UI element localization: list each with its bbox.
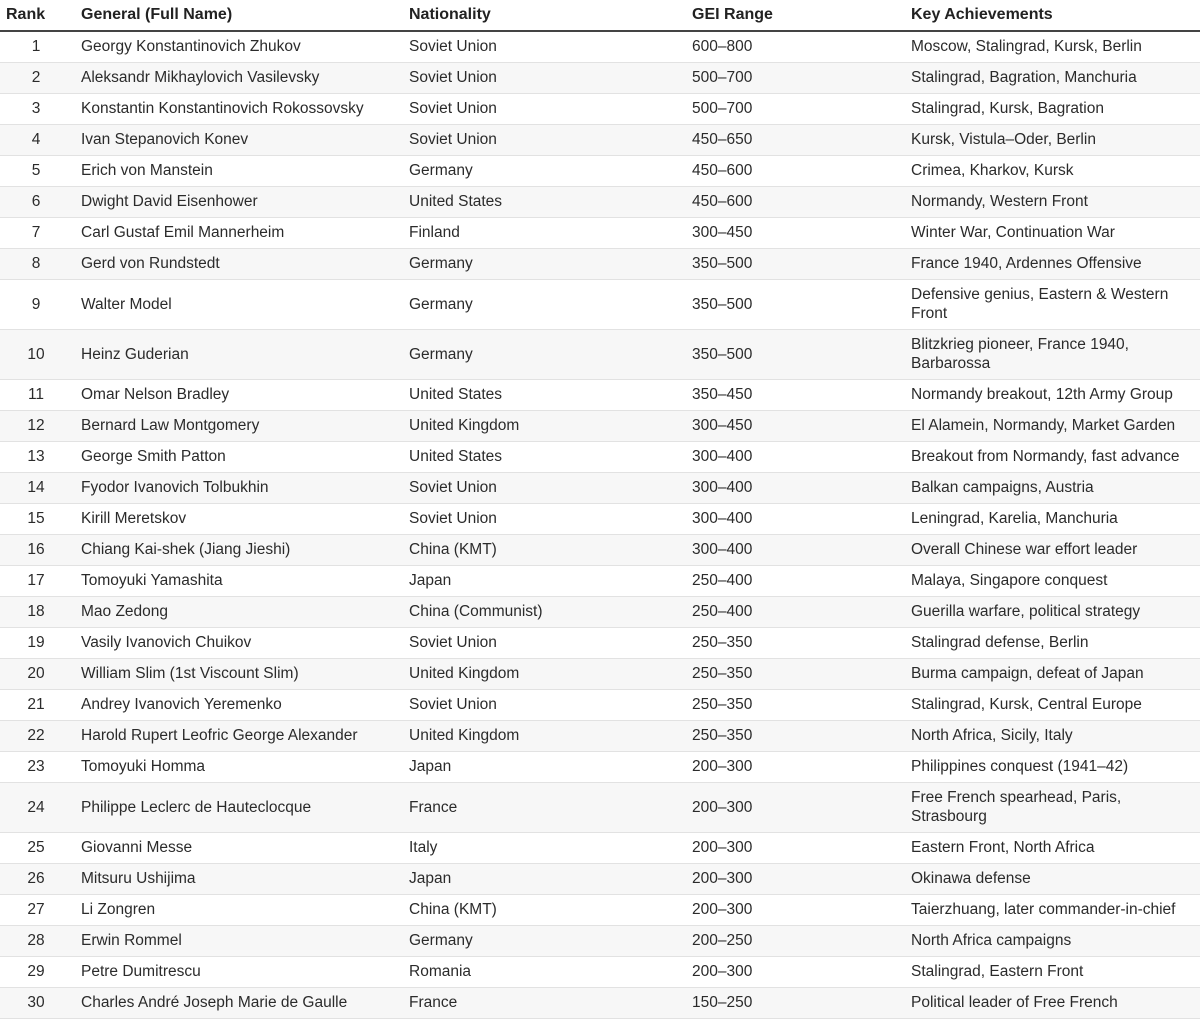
cell-rank: 18 (0, 596, 68, 627)
cell-rank: 26 (0, 863, 68, 894)
cell-nationality: Soviet Union (396, 62, 679, 93)
cell-gei-range: 250–350 (679, 658, 898, 689)
cell-key-achievements: Burma campaign, defeat of Japan (898, 658, 1200, 689)
cell-general: Georgy Konstantinovich Zhukov (68, 31, 396, 62)
cell-nationality: Soviet Union (396, 124, 679, 155)
cell-key-achievements: Stalingrad defense, Berlin (898, 627, 1200, 658)
cell-rank: 4 (0, 124, 68, 155)
cell-nationality: France (396, 987, 679, 1018)
cell-gei-range: 150–250 (679, 987, 898, 1018)
cell-general: Andrey Ivanovich Yeremenko (68, 689, 396, 720)
cell-general: Petre Dumitrescu (68, 956, 396, 987)
cell-general: Heinz Guderian (68, 329, 396, 379)
cell-key-achievements: Taierzhuang, later commander-in-chief (898, 894, 1200, 925)
table-row (0, 472, 1200, 503)
cell-gei-range: 350–500 (679, 279, 898, 329)
cell-gei-range: 350–500 (679, 329, 898, 379)
cell-key-achievements: Okinawa defense (898, 863, 1200, 894)
cell-nationality: Finland (396, 217, 679, 248)
cell-gei-range: 350–450 (679, 379, 898, 410)
cell-gei-range: 200–300 (679, 751, 898, 782)
cell-general: Aleksandr Mikhaylovich Vasilevsky (68, 62, 396, 93)
cell-nationality: China (KMT) (396, 894, 679, 925)
cell-general: Konstantin Konstantinovich Rokossovsky (68, 93, 396, 124)
cell-nationality: China (KMT) (396, 534, 679, 565)
header-row (0, 0, 1200, 31)
cell-nationality: Italy (396, 832, 679, 863)
cell-general: Vasily Ivanovich Chuikov (68, 627, 396, 658)
cell-key-achievements: Breakout from Normandy, fast advance (898, 441, 1200, 472)
cell-rank: 17 (0, 565, 68, 596)
cell-rank: 19 (0, 627, 68, 658)
table-row (0, 925, 1200, 956)
cell-key-achievements: North Africa campaigns (898, 925, 1200, 956)
cell-nationality: United Kingdom (396, 720, 679, 751)
cell-nationality: United States (396, 379, 679, 410)
cell-rank: 25 (0, 832, 68, 863)
cell-rank: 22 (0, 720, 68, 751)
table-row (0, 124, 1200, 155)
cell-rank: 20 (0, 658, 68, 689)
cell-gei-range: 250–350 (679, 720, 898, 751)
table-row (0, 93, 1200, 124)
cell-rank: 6 (0, 186, 68, 217)
cell-key-achievements: North Africa, Sicily, Italy (898, 720, 1200, 751)
cell-gei-range: 300–450 (679, 217, 898, 248)
cell-key-achievements: Blitzkrieg pioneer, France 1940, Barbarossa (898, 329, 1200, 379)
cell-nationality: Soviet Union (396, 503, 679, 534)
cell-general: Walter Model (68, 279, 396, 329)
cell-key-achievements: Stalingrad, Kursk, Bagration (898, 93, 1200, 124)
cell-gei-range: 500–700 (679, 62, 898, 93)
cell-nationality: Germany (396, 329, 679, 379)
table-row (0, 534, 1200, 565)
table-row (0, 279, 1200, 329)
cell-key-achievements: Political leader of Free French (898, 987, 1200, 1018)
table-row (0, 956, 1200, 987)
cell-key-achievements: Winter War, Continuation War (898, 217, 1200, 248)
cell-gei-range: 200–300 (679, 863, 898, 894)
cell-rank: 24 (0, 782, 68, 832)
cell-gei-range: 200–300 (679, 956, 898, 987)
cell-nationality: Germany (396, 155, 679, 186)
table-row (0, 410, 1200, 441)
cell-key-achievements: France 1940, Ardennes Offensive (898, 248, 1200, 279)
cell-key-achievements: Guerilla warfare, political strategy (898, 596, 1200, 627)
cell-rank: 9 (0, 279, 68, 329)
cell-nationality: United States (396, 441, 679, 472)
cell-nationality: Romania (396, 956, 679, 987)
cell-general: Philippe Leclerc de Hauteclocque (68, 782, 396, 832)
cell-gei-range: 300–450 (679, 410, 898, 441)
table-row (0, 689, 1200, 720)
cell-gei-range: 450–600 (679, 186, 898, 217)
cell-rank: 5 (0, 155, 68, 186)
cell-gei-range: 300–400 (679, 472, 898, 503)
table-body (0, 31, 1200, 1018)
cell-gei-range: 200–300 (679, 832, 898, 863)
cell-gei-range: 450–600 (679, 155, 898, 186)
cell-key-achievements: Stalingrad, Eastern Front (898, 956, 1200, 987)
cell-rank: 12 (0, 410, 68, 441)
cell-nationality: Japan (396, 751, 679, 782)
cell-key-achievements: Balkan campaigns, Austria (898, 472, 1200, 503)
cell-rank: 2 (0, 62, 68, 93)
column-header-rank: Rank (0, 0, 68, 31)
cell-key-achievements: Kursk, Vistula–Oder, Berlin (898, 124, 1200, 155)
cell-key-achievements: Leningrad, Karelia, Manchuria (898, 503, 1200, 534)
cell-key-achievements: El Alamein, Normandy, Market Garden (898, 410, 1200, 441)
cell-general: Li Zongren (68, 894, 396, 925)
cell-general: William Slim (1st Viscount Slim) (68, 658, 396, 689)
cell-general: Erich von Manstein (68, 155, 396, 186)
cell-general: Bernard Law Montgomery (68, 410, 396, 441)
table-row (0, 832, 1200, 863)
table-row (0, 329, 1200, 379)
cell-key-achievements: Defensive genius, Eastern & Western Front (898, 279, 1200, 329)
table-row (0, 155, 1200, 186)
cell-general: Harold Rupert Leofric George Alexander (68, 720, 396, 751)
cell-gei-range: 500–700 (679, 93, 898, 124)
cell-rank: 29 (0, 956, 68, 987)
cell-gei-range: 250–400 (679, 596, 898, 627)
table-row (0, 751, 1200, 782)
cell-general: Fyodor Ivanovich Tolbukhin (68, 472, 396, 503)
table-header (0, 0, 1200, 31)
cell-general: George Smith Patton (68, 441, 396, 472)
cell-rank: 10 (0, 329, 68, 379)
cell-general: Chiang Kai-shek (Jiang Jieshi) (68, 534, 396, 565)
cell-general: Charles André Joseph Marie de Gaulle (68, 987, 396, 1018)
table-row (0, 987, 1200, 1018)
cell-nationality: Japan (396, 565, 679, 596)
table-row (0, 248, 1200, 279)
cell-general: Carl Gustaf Emil Mannerheim (68, 217, 396, 248)
cell-gei-range: 450–650 (679, 124, 898, 155)
cell-key-achievements: Eastern Front, North Africa (898, 832, 1200, 863)
cell-nationality: Soviet Union (396, 31, 679, 62)
cell-nationality: Soviet Union (396, 472, 679, 503)
cell-key-achievements: Moscow, Stalingrad, Kursk, Berlin (898, 31, 1200, 62)
cell-general: Gerd von Rundstedt (68, 248, 396, 279)
cell-rank: 15 (0, 503, 68, 534)
cell-nationality: China (Communist) (396, 596, 679, 627)
table-row (0, 658, 1200, 689)
cell-gei-range: 200–300 (679, 782, 898, 832)
cell-general: Mao Zedong (68, 596, 396, 627)
cell-general: Dwight David Eisenhower (68, 186, 396, 217)
cell-key-achievements: Stalingrad, Bagration, Manchuria (898, 62, 1200, 93)
table-row (0, 565, 1200, 596)
cell-gei-range: 250–350 (679, 627, 898, 658)
cell-general: Erwin Rommel (68, 925, 396, 956)
table-row (0, 379, 1200, 410)
cell-gei-range: 200–300 (679, 894, 898, 925)
cell-gei-range: 300–400 (679, 441, 898, 472)
cell-nationality: Soviet Union (396, 689, 679, 720)
cell-rank: 14 (0, 472, 68, 503)
table-row (0, 782, 1200, 832)
cell-key-achievements: Normandy breakout, 12th Army Group (898, 379, 1200, 410)
table-row (0, 894, 1200, 925)
cell-key-achievements: Overall Chinese war effort leader (898, 534, 1200, 565)
cell-rank: 1 (0, 31, 68, 62)
table-row (0, 31, 1200, 62)
cell-gei-range: 350–500 (679, 248, 898, 279)
cell-nationality: United Kingdom (396, 658, 679, 689)
cell-key-achievements: Stalingrad, Kursk, Central Europe (898, 689, 1200, 720)
cell-gei-range: 300–400 (679, 534, 898, 565)
cell-key-achievements: Crimea, Kharkov, Kursk (898, 155, 1200, 186)
cell-nationality: Soviet Union (396, 627, 679, 658)
cell-key-achievements: Philippines conquest (1941–42) (898, 751, 1200, 782)
table-row (0, 217, 1200, 248)
column-header-key-achievements: Key Achievements (898, 0, 1200, 31)
cell-key-achievements: Malaya, Singapore conquest (898, 565, 1200, 596)
cell-rank: 8 (0, 248, 68, 279)
table-row (0, 863, 1200, 894)
cell-general: Omar Nelson Bradley (68, 379, 396, 410)
cell-rank: 16 (0, 534, 68, 565)
table-row (0, 596, 1200, 627)
table-row (0, 441, 1200, 472)
table-row (0, 62, 1200, 93)
cell-rank: 13 (0, 441, 68, 472)
cell-general: Giovanni Messe (68, 832, 396, 863)
cell-nationality: Soviet Union (396, 93, 679, 124)
cell-gei-range: 200–250 (679, 925, 898, 956)
cell-general: Kirill Meretskov (68, 503, 396, 534)
table-row (0, 186, 1200, 217)
table-row (0, 720, 1200, 751)
cell-key-achievements: Normandy, Western Front (898, 186, 1200, 217)
cell-nationality: Germany (396, 925, 679, 956)
cell-rank: 7 (0, 217, 68, 248)
cell-nationality: Japan (396, 863, 679, 894)
cell-nationality: Germany (396, 279, 679, 329)
cell-key-achievements: Free French spearhead, Paris, Strasbourg (898, 782, 1200, 832)
cell-nationality: United States (396, 186, 679, 217)
column-header-general: General (Full Name) (68, 0, 396, 31)
table-row (0, 503, 1200, 534)
table-row (0, 627, 1200, 658)
cell-rank: 28 (0, 925, 68, 956)
cell-rank: 21 (0, 689, 68, 720)
cell-gei-range: 250–400 (679, 565, 898, 596)
cell-nationality: Germany (396, 248, 679, 279)
cell-rank: 27 (0, 894, 68, 925)
cell-nationality: United Kingdom (396, 410, 679, 441)
cell-rank: 23 (0, 751, 68, 782)
cell-general: Ivan Stepanovich Konev (68, 124, 396, 155)
column-header-gei-range: GEI Range (679, 0, 898, 31)
cell-rank: 3 (0, 93, 68, 124)
cell-gei-range: 600–800 (679, 31, 898, 62)
cell-gei-range: 300–400 (679, 503, 898, 534)
cell-nationality: France (396, 782, 679, 832)
cell-rank: 11 (0, 379, 68, 410)
cell-rank: 30 (0, 987, 68, 1018)
column-header-nationality: Nationality (396, 0, 679, 31)
cell-general: Mitsuru Ushijima (68, 863, 396, 894)
cell-general: Tomoyuki Homma (68, 751, 396, 782)
cell-gei-range: 250–350 (679, 689, 898, 720)
cell-general: Tomoyuki Yamashita (68, 565, 396, 596)
